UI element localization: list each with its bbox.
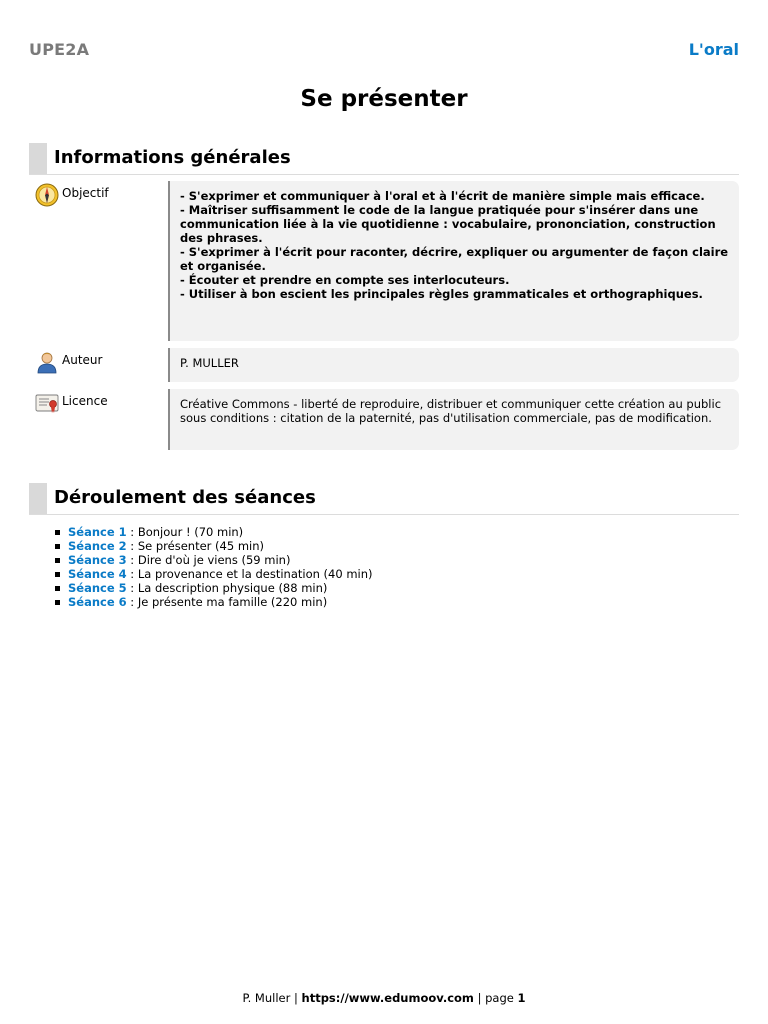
section-heading-bar [29,483,47,514]
objectif-box [168,181,739,341]
licence-label: Licence [62,394,108,408]
auteur-box [168,348,739,382]
certificate-icon [35,391,59,415]
header-subject: UPE2A [29,40,90,59]
objectif-label: Objectif [62,186,109,200]
session-link[interactable]: Séance 6 [68,595,127,609]
session-link[interactable]: Séance 1 [68,525,127,539]
info-section-title: Informations générales [54,147,291,168]
auteur-label: Auteur [62,353,103,367]
user-icon [35,350,59,374]
bullet-square-icon [55,558,60,563]
footer-url[interactable]: https://www.edumoov.com [301,991,474,1005]
header-domain: L'oral [688,40,739,59]
session-link[interactable]: Séance 2 [68,539,127,553]
footer-separator: | [290,991,302,1005]
objectif-line: - Écouter et prendre en compte ses interlocuteurs. [180,273,510,287]
objectif-line: - S'exprimer à l'écrit pour raconter, décrire, expliquer ou argumenter de façon claire et organisée. [180,245,729,273]
footer-page-label: page [485,991,518,1005]
footer-separator: | [473,991,486,1005]
bullet-square-icon [55,572,60,577]
licence-box [168,389,739,450]
list-item [54,553,373,567]
session-description: : Je présente ma famille (220 min) [126,595,328,609]
list-item [54,567,373,581]
session-description: : Dire d'où je viens (59 min) [126,553,291,567]
bullet-square-icon [55,600,60,605]
sessions-section-heading [29,483,739,515]
list-item [54,525,373,539]
compass-icon [35,183,59,207]
objectif-line: - S'exprimer et communiquer à l'oral et à l'écrit de manière simple mais efficace. [180,189,705,203]
session-description: : La description physique (88 min) [126,581,328,595]
objectif-line: - Maîtriser suffisamment le code de la langue pratiquée pour s'insérer dans une communication liée à la vie quotidienne : vocabulaire, prononciation, construction des phrases. [180,203,716,245]
licence-value: Créative Commons - liberté de reproduire, distribuer et communiquer cette création au public sous conditions : citation de la paternité, pas d'utilisation commerciale, pas de modification. [180,397,722,425]
bullet-square-icon [55,530,60,535]
list-item [54,539,373,553]
info-section-heading [29,143,739,175]
session-description: : La provenance et la destination (40 min) [126,567,373,581]
session-link[interactable]: Séance 3 [68,553,127,567]
list-item [54,581,373,595]
footer-author: P. Muller [242,991,291,1005]
objectif-line: - Utiliser à bon escient les principales règles grammaticales et orthographiques. [180,287,703,301]
bullet-square-icon [55,544,60,549]
session-description: : Se présenter (45 min) [126,539,264,553]
sessions-section-title: Déroulement des séances [54,487,316,508]
page-footer [0,991,768,1005]
auteur-value: P. MULLER [180,356,239,370]
page-title: Se présenter [300,86,468,112]
session-link[interactable]: Séance 4 [68,567,127,581]
bullet-square-icon [55,586,60,591]
session-description: : Bonjour ! (70 min) [126,525,244,539]
list-item [54,595,373,609]
sessions-list [54,525,373,609]
session-link[interactable]: Séance 5 [68,581,127,595]
footer-page-number: 1 [517,991,526,1005]
section-heading-bar [29,143,47,174]
